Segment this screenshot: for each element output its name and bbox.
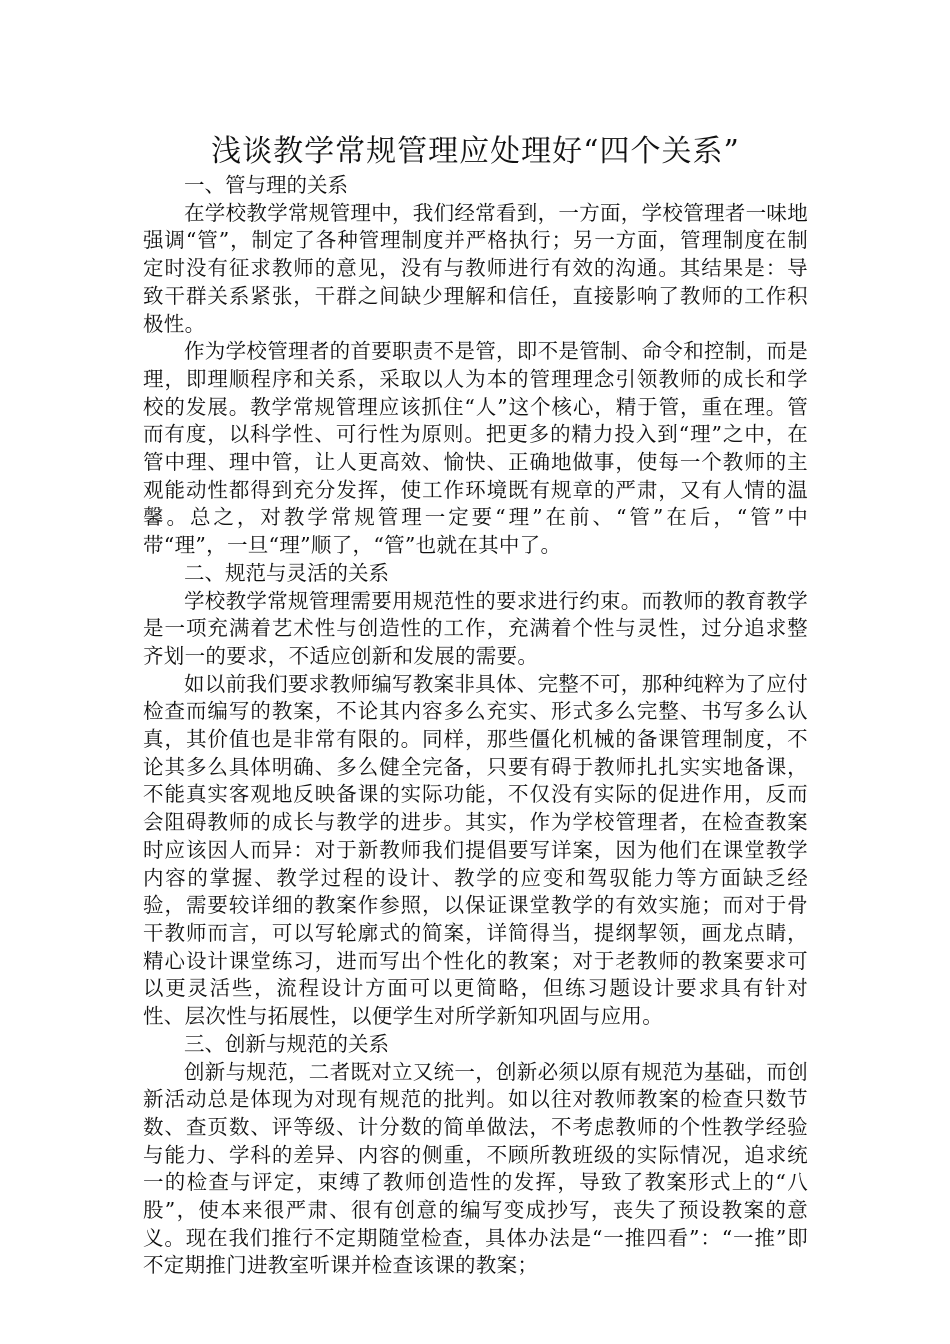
document-title: 浅谈教学常规管理应处理好“四个关系” xyxy=(211,134,740,169)
section-heading: 三、创新与规范的关系 xyxy=(184,1031,389,1056)
paragraph: 创新与规范，二者既对立又统一，创新必须以原有规范为基础，而创新活动总是体现为对现有规范的批判。如以往对教师教案的检查只数节数、查页数、评等级、计分数的简单做法，不考虑教师的个性教学经验与能力、学科的差异、内容的侧重，不顾所教班级的实际情况，追求统一的检查与评定，束缚了教师创造性的发挥，导致了教案形式上的“八股”，使本来很严肃、很有创意的编写变成抄写，丧失了预设教案的意义。现在我们推行不定期随堂检查，具体办法是“一推四看”：“一推”即不定期推门进教室听课并检查该课的教案； xyxy=(143,1059,808,1278)
paragraph: 作为学校管理者的首要职责不是管，即不是管制、命令和控制，而是理，即理顺程序和关系，采取以人为本的管理理念引领教师的成长和学校的发展。教学常规管理应该抓住“人”这个核心，精于管，重在理。管而有度，以科学性、可行性为原则。把更多的精力投入到“理”之中，在管中理、理中管，让人更高效、愉快、正确地做事，使每一个教师的主观能动性都得到充分发挥，使工作环境既有规章的严肃，又有人情的温馨。总之，对教学常规管理一定要“理”在前、“管”在后，“管”中带“理”，一旦“理”顺了，“管”也就在其中了。 xyxy=(143,339,808,558)
section-1 xyxy=(143,172,808,560)
paragraph: 如以前我们要求教师编写教案非具体、完整不可，那种纯粹为了应付检查而编写的教案，不论其内容多么充实、形式多么完整、书写多么认真，其价值也是非常有限的。同样，那些僵化机械的备课管理制度，不论其多么具体明确、多么健全完备，只要有碍于教师扎扎实实地备课，不能真实客观地反映备课的实际功能，不仅没有实际的促进作用，反而会阻碍教师的成长与教学的进步。其实，作为学校管理者，在检查教案时应该因人而异：对于新教师我们提倡要写详案，因为他们在课堂教学内容的掌握、教学过程的设计、教学的应变和驾驭能力等方面缺乏经验，需要较详细的教案作参照，以保证课堂教学的有效实施；而对于骨干教师而言，可以写轮廓式的简案，详简得当，提纲挈领，画龙点睛，精心设计课堂练习，进而写出个性化的教案；对于老教师的教案要求可以更灵活些，流程设计方面可以更简略，但练习题设计要求具有针对性、层次性与拓展性，以便学生对所学新知巩固与应用。 xyxy=(143,671,808,1029)
section-2 xyxy=(143,560,808,1031)
document-page xyxy=(143,132,808,1280)
section-heading: 一、管与理的关系 xyxy=(184,173,348,197)
paragraph: 学校教学常规管理需要用规范性的要求进行约束。而教师的教育教学是一项充满着艺术性与创造性的工作，充满着个性与灵性，过分追求整齐划一的要求，不适应创新和发展的需要。 xyxy=(143,588,808,668)
section-3 xyxy=(143,1031,808,1280)
paragraph: 在学校教学常规管理中，我们经常看到，一方面，学校管理者一味地强调“管”，制定了各种管理制度并严格执行；另一方面，管理制度在制定时没有征求教师的意见，没有与教师进行有效的沟通。其结果是：导致干群关系紧张，干群之间缺少理解和信任，直接影响了教师的工作积极性。 xyxy=(143,200,808,336)
section-heading: 二、规范与灵活的关系 xyxy=(184,560,389,585)
